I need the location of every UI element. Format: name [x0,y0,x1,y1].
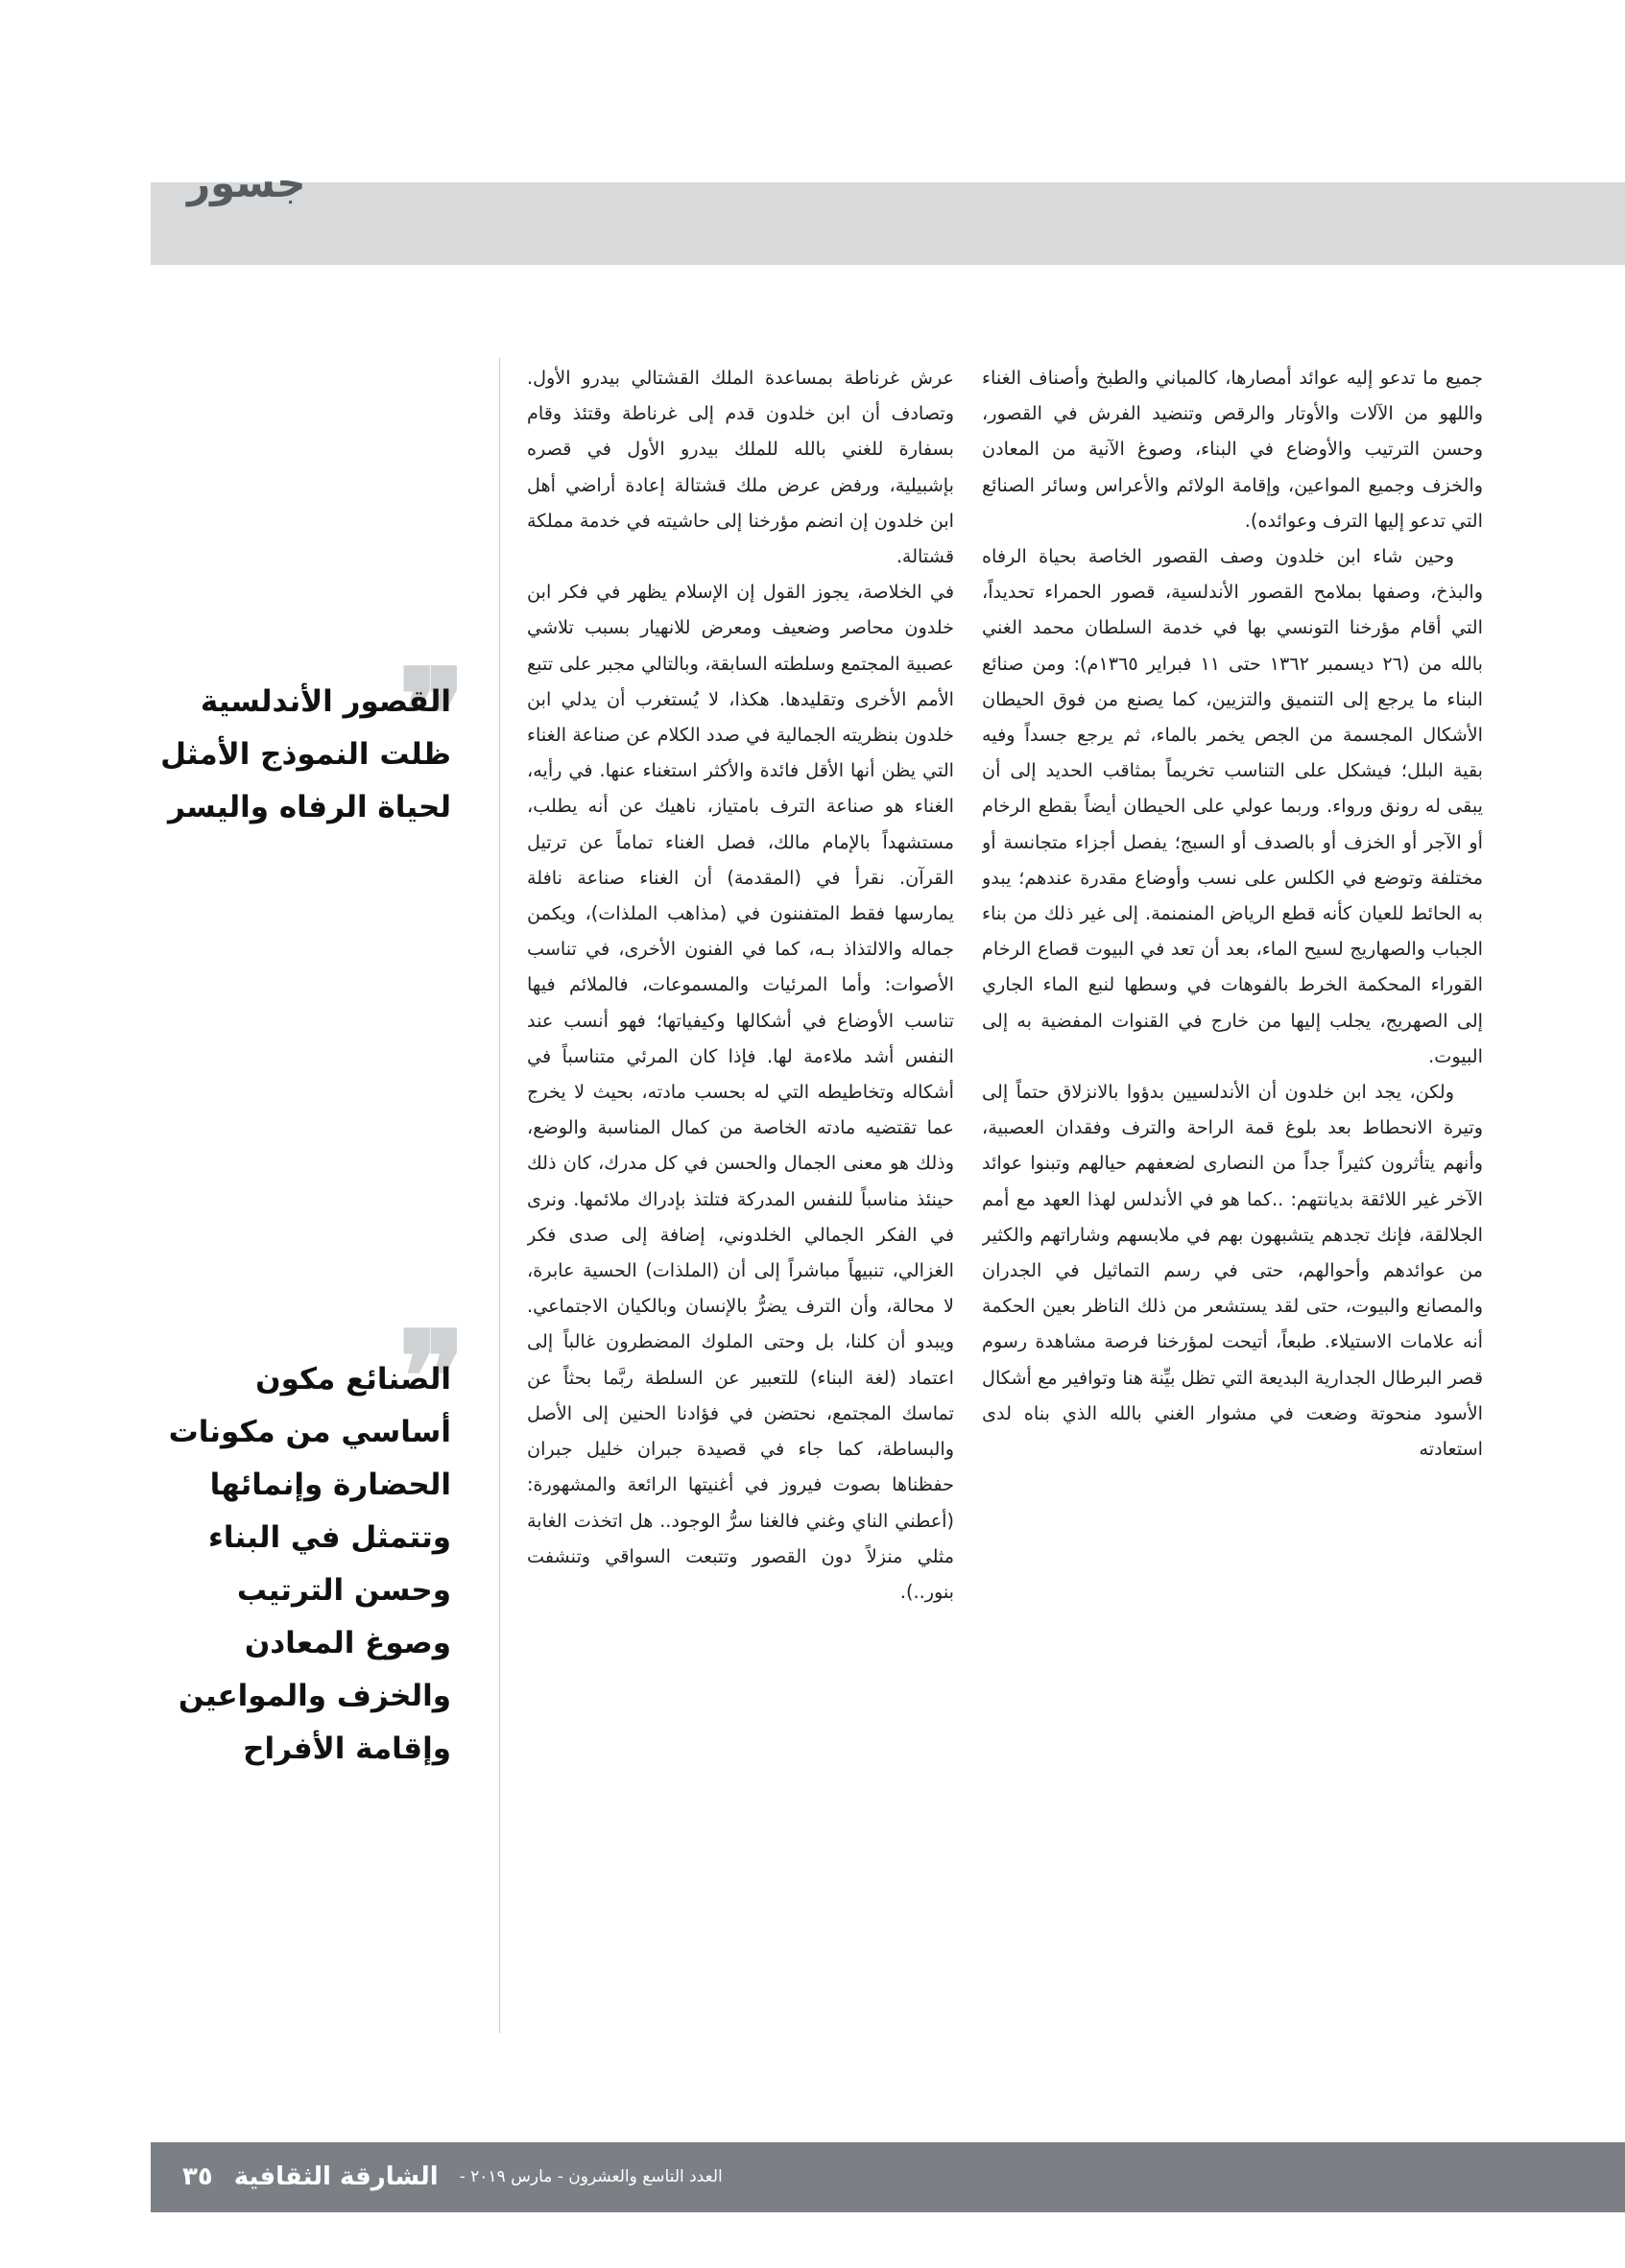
paragraph: في الخلاصة، يجوز القول إن الإسلام يظهر في فكر ابن خلدون محاصر وضعيف ومعرض للانهيار بسبب تلاشي عصبية المجتمع وسلطته السابقة، وبالتالي مجبر على تتبع الأمم الأخرى وتقليدها. هكذا، لا يُستغرب أن يدلي ابن خلدون بنظريته الجمالية في صدد الكلام عن صناعة الغناء التي يظن أنها الأقل فائدة والأكثر استغناء عنها. في رأيه، الغناء هو صناعة الترف بامتياز، ناهيك عن أنه يطلب، مستشهداً بالإمام مالك، فصل الغناء تماماً عن ترتيل القرآن. نقرأ في (المقدمة) أن الغناء صناعة نافلة يمارسها فقط المتفننون في (مذاهب الملذات)، ويكمن جماله والالتذاذ بـه، كما في الفنون الأخرى، في تناسب الأصوات: وأما المرئيات والمسموعات، فالملائم فيها تناسب الأوضاع في أشكالها وكيفياتها؛ فهو أنسب عند النفس أشد ملاءمة لها. فإذا كان المرئي متناسباً في أشكاله وتخاطيطه التي له بحسب مادته، بحيث لا يخرج عما تقتضيه مادته الخاصة من كمال المناسبة والوضع، وذلك هو معنى الجمال والحسن في كل مدرك، كان ذلك حينئذ مناسباً للنفس المدركة فتلتذ بإدراك ملائمها. ونرى في الفكر الجمالي الخلدوني، إضافة إلى صدى فكر الغزالي، تنبيهاً مباشراً إلى أن (الملذات) الحسية عابرة، لا محالة، وأن الترف يضرُّ بالإنسان وبالكيان الاجتماعي. ويبدو أن كلنا، بل وحتى الملوك المضطرون غالباً إلى اعتماد (لغة البناء) للتعبير عن السلطة ربَّما بحثاً عن تماسك المجتمع، نحتضن في فؤادنا الحنين إلى الأصل والبساطة، كما جاء في قصيدة جبران خليل جبران حفظناها بصوت فيروز في أغنيتها الرائعة والمشهورة: (أعطني الناي وغني فالغنا سرُّ الوجود.. هل اتخذت الغابة مثلي منزلاً دون القصور وتتبعت السواقي وتنشفت بنور..). [527,581,954,1603]
magazine-logo: الشارقة الثقافية [233,2162,439,2191]
footer [182,2156,723,2198]
pull-quote: القصور الأندلسية ظلت النموذج الأمثل لحياة الرفاه واليسر [160,684,451,824]
header-band [151,182,1625,265]
paragraph: ولكن، يجد ابن خلدون أن الأندلسيين بدؤوا بالانزلاق حتماً إلى وتيرة الانحطاط بعد بلوغ قمة الراحة والترف وفقدان العصبية، وأنهم يتأثرون كثيراً جداً من النصارى لضعفهم حيالهم وتبنوا عوائد الآخر غير اللائقة بديانتهم: ..كما هو في الأندلس لهذا العهد مع أمم الجلالقة، فإنك تجدهم يتشبهون بهم في ملابسهم وشاراتهم والكثير من عوائدهم وأحوالهم، حتى في رسم التماثيل في الجدران والمصانع والبيوت، حتى لقد يستشعر من ذلك الناظر بعين الحكمة أنه علامات الاستيلاء. طبعاً، أتيحت لمؤرخنا فرصة مشاهدة رسوم قصر البرطال الجدارية البديعة التي تظل بيِّنة هنا وتوافير مع أشكال الأسود منحوتة وضعت في مشوار الغني بالله الذي بناه لدى استعادته [982,1081,1483,1461]
article-column-right [982,360,1483,2145]
issue-info: العدد التاسع والعشرون - مارس ٢٠١٩ - [459,2167,723,2186]
paragraph: وحين شاء ابن خلدون وصف القصور الخاصة بحياة الرفاه والبذخ، وصفها بملامح القصور الأندلسية، قصور الحمراء تحديداً، التي أقام مؤرخنا التونسي بها في خدمة السلطان محمد الغني بالله من (٢٦ ديسمبر ١٣٦٢ حتى ١١ فبراير ١٣٦٥م): ومن صنائع البناء ما يرجع إلى التنميق والتزيين، كما يصنع من فوق الحيطان الأشكال المجسمة من الجص يخمر بالماء، ثم يرجع جسداً وفيه بقية البلل؛ فيشكل على التناسب تخريماً بمثاقب الحديد إلى أن يبقى له رونق ورواء. وربما عولي على الحيطان أيضاً بقطع الرخام أو الآجر أو الخزف أو بالصدف أو السبج؛ يفصل أجزاء متجانسة أو مختلفة وتوضع في الكلس على نسب وأوضاع مقدرة عندهم؛ يبدو به الحائط للعيان كأنه قطع الرياض المنمنمة. إلى غير ذلك من بناء الجباب والصهاريج لسيح الماء، بعد أن تعد في البيوت قصاع الرخام القوراء المحكمة الخرط بالفوهات في وسطها لنبع الماء الجاري إلى الصهريج، يجلب إليها من خارج في القنوات المفضية به إلى البيوت. [982,545,1483,1067]
paragraph: عرش غرناطة بمساعدة الملك القشتالي بيدرو الأول. وتصادف أن ابن خلدون قدم إلى غرناطة وقتئذ وقام بسفارة للغني بالله للملك بيدرو الأول في قصره بإشبيلية، ورفض عرض ملك قشتالة إعادة أراضي أهل ابن خلدون إن انضم مؤرخنا إلى حاشيته في خدمة مملكة قشتالة. [527,367,954,568]
column-divider [499,358,500,2033]
pull-quote: الصنائع مكون أساسي من مكونات الحضارة وإنمائها وتتمثل في البناء وحسن الترتيب وصوغ المعادن والخزف والمواعين وإقامة الأفراح [168,1362,451,1766]
page-number: ٣٥ [182,2162,213,2191]
paragraph: جميع ما تدعو إليه عوائد أمصارها، كالمباني والطبخ وأصناف الغناء واللهو من الآلات والأوتار والرقص وتنضيد الفرش في القصور، وحسن الترتيب والأوضاع في البناء، وصوغ الآنية من المعادن والخزف وجميع المواعين، وإقامة الولائم والأعراس وسائر الصنائع التي تدعو إليها الترف وعوائده). [982,367,1483,532]
quote-mark-icon: ❞ [398,641,466,788]
quote-mark-icon: ❞ [398,1303,466,1450]
section-title: جسور [187,159,306,206]
article-column-middle [527,360,954,2016]
